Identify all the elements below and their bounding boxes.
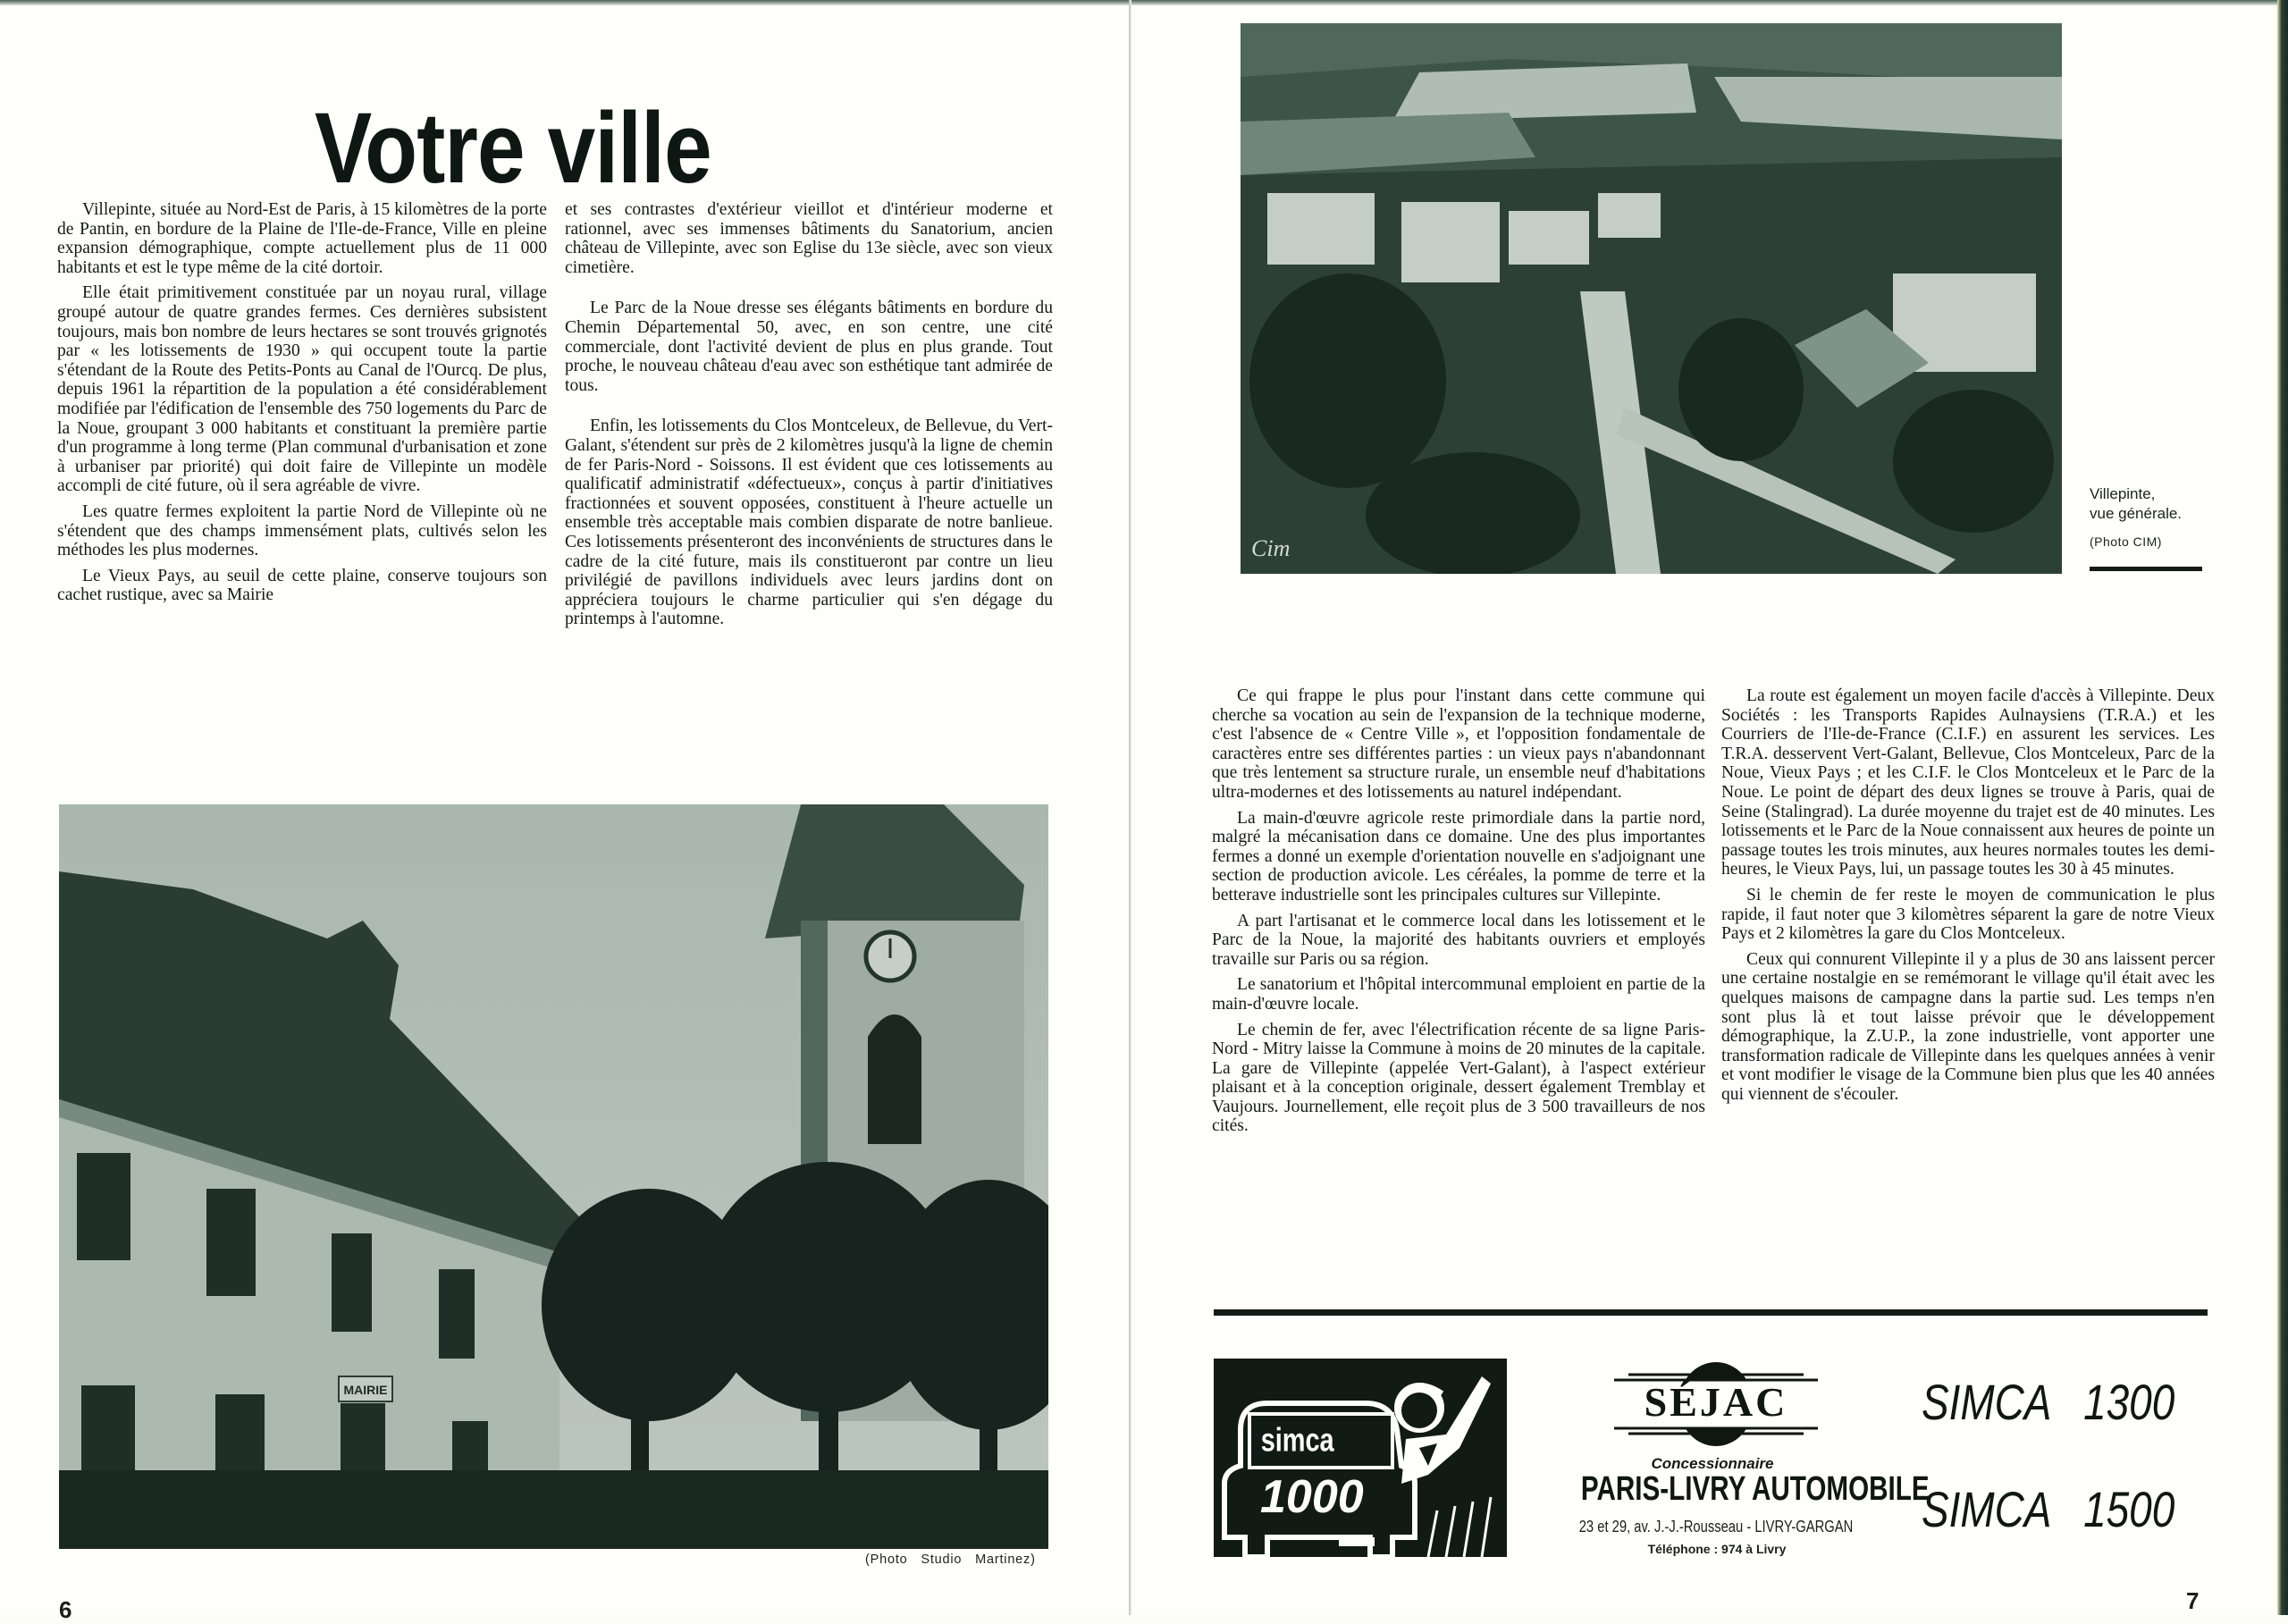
- article-column-4: [1721, 686, 2215, 1110]
- article-column-2: [565, 200, 1053, 635]
- photographer-signature: Cim: [1251, 535, 1291, 561]
- caption-line-2: vue générale.: [2090, 505, 2183, 522]
- paragraph: La route est également un moyen facile d'accès à Villepinte. Deux Sociétés : les Transports Rapides Aulnaysiens (T.R.A.) et les Courriers de l'Ile-de-France (C.I.F.) en assurent les services. Les T.R.A. desservent Vert-Galant, Bellevue, Clos Montceleux, Parc de la Noue, Vieux Pays ; et les C.I.F. le Clos Montceleux et le Parc de la Noue. Le point de départ des deux lignes se trouve à Paris, quai de Seine (Stalingrad). La durée moyenne du trajet est de 40 minutes. Les lotissements et le Parc de la Noue connaissent aux heures de pointe un passage toutes les trois minutes, aux heures normales toutes les demi-heures, le Vieux Pays, lui, un passage toutes les 30 à 45 minutes.: [1721, 686, 2215, 879]
- advertisement-divider: [1214, 1309, 2208, 1316]
- paragraph: Si le chemin de fer reste le moyen de communication le plus rapide, il faut noter que 3 kilomètres séparent la gare de notre Vieux Pays et 2 kilomètres la gare du Clos Montceleux.: [1721, 885, 2215, 944]
- model-simca-1300: SIMCA 1300: [1922, 1374, 2175, 1430]
- book-gutter: [1129, 0, 1131, 1615]
- aerial-photo: [1241, 23, 2062, 574]
- mairie-photo-image: [59, 804, 1048, 1549]
- car-model-number: 1000: [1260, 1471, 1364, 1523]
- simca-1000-illustration: [1214, 1359, 1507, 1557]
- page-right-edge: [2277, 0, 2288, 1615]
- paragraph: Le Vieux Pays, au seuil de cette plaine, conserve toujours son cachet rustique, avec sa Mairie: [57, 566, 547, 605]
- mascot-icon: [1394, 1376, 1491, 1484]
- mairie-sign: MAIRIE: [343, 1383, 388, 1397]
- paragraph: Villepinte, située au Nord-Est de Paris, à 15 kilomètres de la porte de Pantin, en bordure de la Plaine de l'Ile-de-France, Ville en pleine expansion démographique, compte actuellement plus de 11 000 habitants et est le type même de la cité dortoir.: [57, 200, 547, 277]
- car-logo-text: simca: [1260, 1421, 1334, 1460]
- paragraph: Elle était primitivement constituée par un noyau rural, village groupé autour de quatre grandes fermes. Ces dernières subsistent toujours, mais bon nombre de leurs hectares se sont trouvés grignotés par « les lotissements de 1930 » qui occupent toute la partie s'étendant de la Route des Petits-Ponts au Canal de l'Ourcq. De plus, depuis 1961 la répartition de la population a été considérablement modifiée par l'édification de l'ensemble des 750 logements du Parc de la Noue, groupant 3 000 habitants et constituant la première partie d'un programme à long terme (Plan communal d'urbanisation et zone à urbaniser par priorité) qui doit faire de Villepinte un modèle accompli de cité future, où il sera agréable de vivre.: [57, 283, 547, 496]
- mairie-photo: [59, 804, 1048, 1549]
- paragraph: et ses contrastes d'extérieur vieillot et d'intérieur moderne et rationnel, avec ses immenses bâtiments du Sanatorium, ancien château de Villepinte, avec son Eglise du 13e siècle, avec son vieux cimetière.: [565, 200, 1053, 277]
- article-column-1: [57, 200, 547, 611]
- caption-line-1: Villepinte,: [2090, 485, 2156, 502]
- dealer-phone: Téléphone : 974 à Livry: [1647, 1542, 1787, 1556]
- paragraph: La main-d'œuvre agricole reste primordiale dans la partie nord, malgré la mécanisation dans ce domaine. Une des plus importantes fermes a donné un exemple d'orientation nouvelle en s'adjoignant une section de production avicole. Les céréales, la pomme de terre et la betterave industrielle sont les principales cultures sur Villepinte.: [1212, 808, 1705, 905]
- dealer-tagline: Concessionnaire: [1651, 1455, 1774, 1472]
- dealer-address: 23 et 29, av. J.-J.-Rousseau - LIVRY-GARGAN: [1578, 1518, 1854, 1536]
- paragraph: Ceux qui connurent Villepinte il y a plus de 30 ans laissent percer une certaine nostalgie en se remémorant le village qu'il était avec les quelques maisons de campagne dans la partie sud. Les temps n'en sont plus là et tout laisse prévoir que le développement démographique, la Z.U.P., la zone industrielle, vont apporter une transformation radicale de Villepinte dans les quelques années à venir et vont modifier le visage de la Commune bien plus que les 40 années qui viennent de s'écouler.: [1721, 949, 2215, 1104]
- article-column-3: [1212, 686, 1705, 1142]
- article-title: Votre ville: [315, 92, 711, 205]
- paragraph: Le sanatorium et l'hôpital intercommunal emploient en partie de la main-d'œuvre locale.: [1212, 975, 1705, 1014]
- paragraph: Les quatre fermes exploitent la partie Nord de Villepinte où ne s'étendent que des champs immensément plats, cultivés selon les méthodes les plus modernes.: [57, 501, 547, 560]
- mairie-photo-credit: (Photo Studio Martinez): [865, 1552, 1036, 1567]
- paragraph: A part l'artisanat et le commerce local dans les lotissement et le Parc de la Noue, la majorité des habitants ouvriers et employés travaille sur Paris ou sa région.: [1212, 911, 1705, 969]
- model-simca-1500: SIMCA 1500: [1922, 1481, 2175, 1537]
- paragraph: Enfin, les lotissements du Clos Montceleux, de Bellevue, du Vert-Galant, s'étendent sur près de 2 kilomètres jusqu'à la ligne de chemin de fer Paris-Nord - Soissons. Il est évident que ces lotissements au qualificatif administratif «défectueux», conçus à partir d'initiatives fractionnées et souvent opposées, constituent à l'heure actuelle un ensemble très acceptable mais combien disparate de notre banlieue. Ces lotissements présenteront des inconvénients de structures dans le cadre de la cité future, mais ils constitueront par contre un lieu privilégié de pavillons individuels avec leurs jardins dont on appréciera toujours le charme particulier qui s'en dégage du printemps à l'automne.: [565, 417, 1053, 629]
- page-number-left: 6: [59, 1596, 72, 1623]
- aerial-photo-caption: [2090, 484, 2202, 571]
- dealer-name: PARIS-LIVRY AUTOMOBILE: [1580, 1470, 1930, 1508]
- sejac-logo: [1607, 1362, 1825, 1446]
- page-number-right: 7: [2186, 1587, 2200, 1614]
- brand-name: SÉJAC: [1644, 1379, 1788, 1425]
- aerial-photo-image: [1241, 23, 2062, 574]
- page-top-edge: [0, 0, 2288, 5]
- paragraph: Le chemin de fer, avec l'électrification récente de sa ligne Paris-Nord - Mitry laisse la Commune à moins de 20 minutes de la capitale. La gare de Villepinte (appelée Vert-Galant), à l'aspect extérieur plaisant et à la conception originale, dessert également Tremblay et Vaujours. Journellement, elle reçoit plus de 3 500 travailleurs de nos cités.: [1212, 1020, 1705, 1136]
- aerial-photo-credit: (Photo CIM): [2090, 534, 2162, 549]
- caption-rule: [2090, 567, 2202, 571]
- paragraph: Le Parc de la Noue dresse ses élégants bâtiments en bordure du Chemin Départemental 50, avec, en son centre, une cité commerciale, dont l'activité devient de plus en plus grande. Tout proche, le nouveau château d'eau avec son esthétique tant admirée de tous.: [565, 299, 1053, 395]
- paragraph: Ce qui frappe le plus pour l'instant dans cette commune qui cherche sa vocation au sein de l'expansion de la technique moderne, c'est l'absence de « Centre Ville », et l'opposition fondamentale de caractères entre ses différentes parties : un vieux pays n'abandonnant que très lentement sa structure rurale, un ensemble neuf d'habitations ultra-modernes et des lotissements au naturel indépendant.: [1212, 686, 1705, 802]
